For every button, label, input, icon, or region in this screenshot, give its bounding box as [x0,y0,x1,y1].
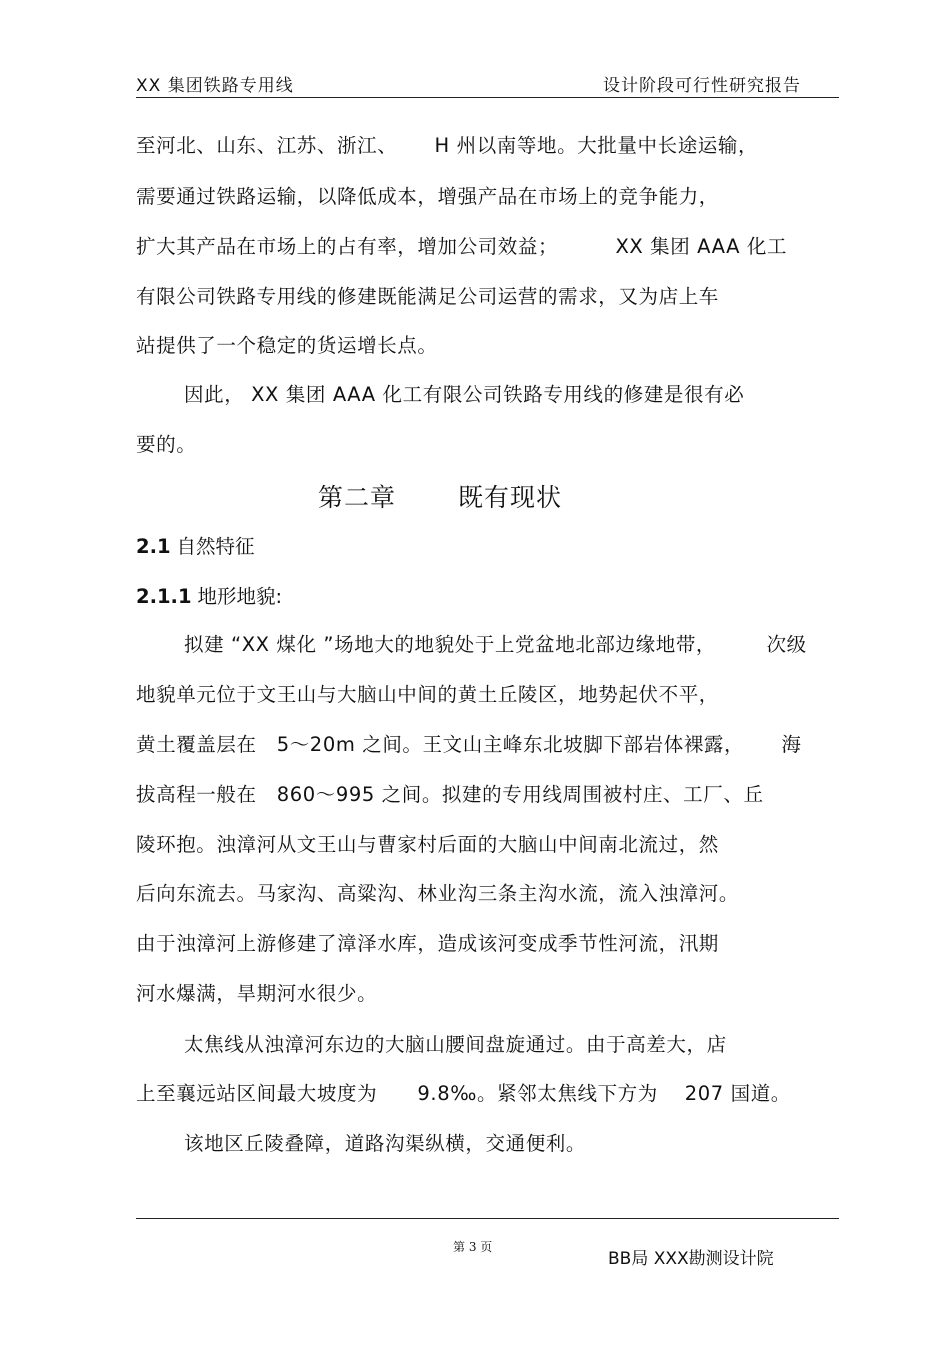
section-2-1-1-title: 地形地貌: [197,585,283,608]
paragraph-3-line-3: 黄土覆盖层在 5～20m 之间。王文山主峰东北坡脚下部岩体裸露， 海 [136,733,802,756]
section-2-1-number: 2.1 [136,535,171,558]
header-divider [136,97,839,98]
section-2-1-heading [136,531,255,559]
paragraph-3-line-5: 陵环抱。浊漳河从文王山与曹家村后面的大脑山中间南北流过，然 [136,833,719,856]
footer-page-number: 第 3 页 [453,1240,493,1254]
header-report-title: 设计阶段可行性研究报告 [603,76,801,96]
paragraph-5-line-1: 该地区丘陵叠障，道路沟渠纵横，交通便利。 [184,1132,587,1155]
header-project-title: XX 集团铁路专用线 [136,76,294,96]
footer-divider [136,1218,839,1219]
paragraph-1-line-5: 站提供了一个稳定的货运增长点。 [136,334,438,357]
paragraph-3-line-8: 河水爆满，旱期河水很少。 [136,982,378,1005]
section-2-1-1-number: 2.1.1 [136,585,192,608]
paragraph-1-line-2: 需要通过铁路运输，以降低成本，增强产品在市场上的竞争能力， [136,185,719,208]
section-2-1-1-heading [136,581,282,609]
section-2-1-title: 自然特征 [176,535,255,558]
paragraph-3-line-2: 地貌单元位于文王山与大脑山中间的黄土丘陵区，地势起伏不平， [136,683,719,706]
paragraph-3-line-4: 拔高程一般在 860～995 之间。拟建的专用线周围被村庄、工厂、丘 [136,783,764,806]
paragraph-4-line-2: 上至襄远站区间最大坡度为 9.8‰。紧邻太焦线下方为 207 国道。 [136,1082,791,1105]
paragraph-4-line-1: 太焦线从浊漳河东边的大脑山腰间盘旋通过。由于高差大，店 [184,1033,727,1056]
paragraph-1-line-3: 扩大其产品在市场上的占有率，增加公司效益； XX 集团 AAA 化工 [136,235,788,258]
chapter-number: 第二章 [318,483,397,512]
paragraph-2-line-1: 因此， XX 集团 AAA 化工有限公司铁路专用线的修建是很有必 [184,383,745,406]
footer-organization: BB局 XXX勘测设计院 [608,1249,774,1269]
paragraph-3-line-7: 由于浊漳河上游修建了漳泽水库，造成该河变成季节性河流，汛期 [136,932,719,955]
paragraph-1-line-4: 有限公司铁路专用线的修建既能满足公司运营的需求，又为店上车 [136,285,719,308]
paragraph-2-line-2: 要的。 [136,433,197,456]
paragraph-3-line-6: 后向东流去。马家沟、高粱沟、林业沟三条主沟水流，流入浊漳河。 [136,882,740,905]
chapter-heading [318,478,562,514]
paragraph-1-line-1: 至河北、山东、江苏、浙江、 H 州以南等地。大批量中长途运输， [136,134,759,157]
chapter-title: 既有现状 [458,483,563,512]
paragraph-3-line-1: 拟建 “XX 煤化 ”场地大的地貌处于上党盆地北部边缘地带， 次级 [184,633,807,656]
